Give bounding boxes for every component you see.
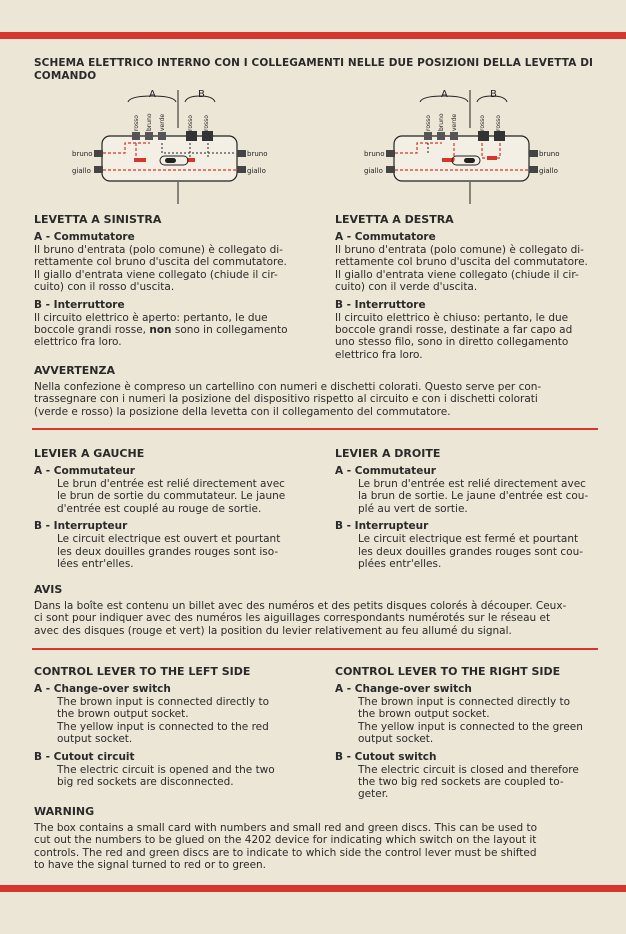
diagram-right-label-giallo-out: giallo xyxy=(539,167,558,175)
en-right-b-title: B - Cutout switch xyxy=(335,750,437,763)
it-right-column xyxy=(335,213,605,361)
diagram-right-label-bruno-out: bruno xyxy=(539,150,560,158)
fr-left-b-text: Le circuit electrique est ouvert et pourtant les deux douilles grandes rouges sont iso- lées entr'elles. xyxy=(57,533,281,571)
diagram-left-group-a: A xyxy=(149,89,156,100)
it-left-column xyxy=(34,213,309,349)
it-left-b-title: B - Interruttore xyxy=(34,298,125,311)
diagram-right-pin-5: rosso xyxy=(495,115,502,131)
en-warning-text: The box contains a small card with numbers and small red and green discs. This can be used to cut out the numbers to be glued on the 4202 device for indicating which switch on the layout it controls. The red and green discs are to indicate to which side the control lever must be shifted to have the signal turned to red or to green. xyxy=(34,822,538,872)
en-right-column xyxy=(335,665,605,801)
diagram-right-label-bruno-in: bruno xyxy=(364,150,385,158)
fr-left-a-title: A - Commutateur xyxy=(34,465,135,477)
fr-right-a-title: A - Commutateur xyxy=(335,465,436,477)
it-left-a-text: Il bruno d'entrata (polo comune) è collegato di- rettamente col bruno d'uscita del commutatore. Il giallo d'entrata viene collegato (chiude il cir- cuito) con il rosso d'uscita. xyxy=(34,244,287,294)
en-warning-title: WARNING xyxy=(34,805,95,818)
en-left-column xyxy=(34,665,309,788)
it-left-b-text: Il circuito elettrico è aperto: pertanto, le due boccole grandi rosse, non sono in collegamento elettrico fra loro. xyxy=(34,311,288,349)
en-left-b-text: The electric circuit is opened and the two big red sockets are disconnected. xyxy=(57,763,275,789)
diagram-left-label-giallo-in: giallo xyxy=(72,167,91,175)
diagram-right-pin-2: bruno xyxy=(438,113,445,131)
diagram-left-pin-5: rosso xyxy=(203,115,210,131)
it-warning-text: Nella confezione è compreso un cartellino con numeri e dischetti colorati. Questo serve per con- trassegnare con i numeri la posizione del dispositivo rispetto al circuito e con i dischetti colorati (verde e rosso) la posizione della levetta con il collegamento del commutatore. xyxy=(34,381,542,418)
diagram-left-pin-1: rosso xyxy=(133,115,140,131)
it-warning xyxy=(34,364,604,418)
diagram-right xyxy=(362,88,562,206)
diagram-left-label-bruno-out: bruno xyxy=(247,150,268,158)
divider-fr-en xyxy=(32,648,598,650)
fr-left-column xyxy=(34,447,309,570)
it-left-a-title: A - Commutatore xyxy=(34,231,135,243)
en-left-a-text: The brown input is connected directly to the brown output socket. The yellow input is connected to the red output socket. xyxy=(57,696,270,746)
it-left-heading: LEVETTA A SINISTRA xyxy=(34,213,162,226)
fr-right-b-text: Le circuit electrique est fermé et pourtant les deux douilles grandes rouges sont cou- plées entr'elles. xyxy=(358,533,584,571)
fr-left-b-title: B - Interrupteur xyxy=(34,520,128,533)
diagram-right-label-giallo-in: giallo xyxy=(364,167,383,175)
en-right-heading: CONTROL LEVER TO THE RIGHT SIDE xyxy=(335,665,561,678)
fr-warning-title: AVIS xyxy=(34,583,63,596)
bottom-red-bar xyxy=(0,885,626,892)
it-right-a-title: A - Commutatore xyxy=(335,231,436,243)
diagram-right-group-a: A xyxy=(441,89,448,100)
diagram-right-pin-3: verde xyxy=(451,113,458,131)
fr-right-heading: LEVIER A DROITE xyxy=(335,447,441,460)
en-left-a-title: A - Change-over switch xyxy=(34,683,171,695)
it-right-a-text: Il bruno d'entrata (polo comune) è collegato di- rettamente col bruno d'uscita del commutatore. Il giallo d'entrata viene collegato (chiude il cir- cuito) con il verde d'uscita. xyxy=(335,244,588,294)
divider-it-fr xyxy=(32,428,598,430)
diagram-left-pin-2: bruno xyxy=(146,113,153,131)
diagram-right-pin-4: rosso xyxy=(479,115,486,131)
en-left-b-title: B - Cutout circuit xyxy=(34,750,135,763)
diagram-left-pin-4: rosso xyxy=(187,115,194,131)
it-right-b-title: B - Interruttore xyxy=(335,298,426,311)
it-right-heading: LEVETTA A DESTRA xyxy=(335,213,454,226)
it-warning-title: AVVERTENZA xyxy=(34,364,115,377)
fr-right-b-title: B - Interrupteur xyxy=(335,520,429,533)
en-right-a-title: A - Change-over switch xyxy=(335,683,472,695)
top-red-bar xyxy=(0,32,626,39)
fr-right-a-text: Le brun d'entrée est relié directement avec la brun de sortie. Le jaune d'entrée est cou- plé au vert de sortie. xyxy=(358,478,589,515)
en-right-a-text: The brown input is connected directly to the brown output socket. The yellow input is connected to the green output socket. xyxy=(358,696,583,746)
page-title: SCHEMA ELETTRICO INTERNO CON I COLLEGAMENTI NELLE DUE POSIZIONI DELLA LEVETTA DI COMANDO xyxy=(34,57,594,82)
diagram-right-group-b: B xyxy=(490,89,497,100)
fr-left-a-text: Le brun d'entrée est relié directement avec le brun de sortie du commutateur. Le jaune d'entrée est couplé au rouge de sortie. xyxy=(57,478,286,515)
en-warning xyxy=(34,805,604,872)
diagram-left-label-bruno-in: bruno xyxy=(72,150,93,158)
diagram-left-pin-3: verde xyxy=(159,113,166,131)
fr-right-column xyxy=(335,447,605,570)
it-right-b-text: Il circuito elettrico è chiuso: pertanto, le due boccole grandi rosse, destinate a far capo ad uno stesso filo, sono in diretto collegamento elettrico fra loro. xyxy=(335,311,573,361)
diagram-left-label-giallo-out: giallo xyxy=(247,167,266,175)
diagram-left-group-b: B xyxy=(198,89,205,100)
diagram-left xyxy=(70,88,270,206)
fr-warning-text: Dans la boîte est contenu un billet avec des numéros et des petits disques colorés à découper. Ceux- ci sont pour indiquer avec des numéros les aiguillages correspondants numérotés sur le réseau et avec des disques (rouge et vert) la position du levier relativement au feu allumé du signal. xyxy=(34,600,567,637)
fr-left-heading: LEVIER A GAUCHE xyxy=(34,447,145,460)
en-right-b-text: The electric circuit is closed and therefore the two big red sockets are coupled to- geter. xyxy=(358,763,579,801)
en-left-heading: CONTROL LEVER TO THE LEFT SIDE xyxy=(34,665,251,678)
diagram-right-pin-1: rosso xyxy=(425,115,432,131)
fr-warning xyxy=(34,583,604,637)
